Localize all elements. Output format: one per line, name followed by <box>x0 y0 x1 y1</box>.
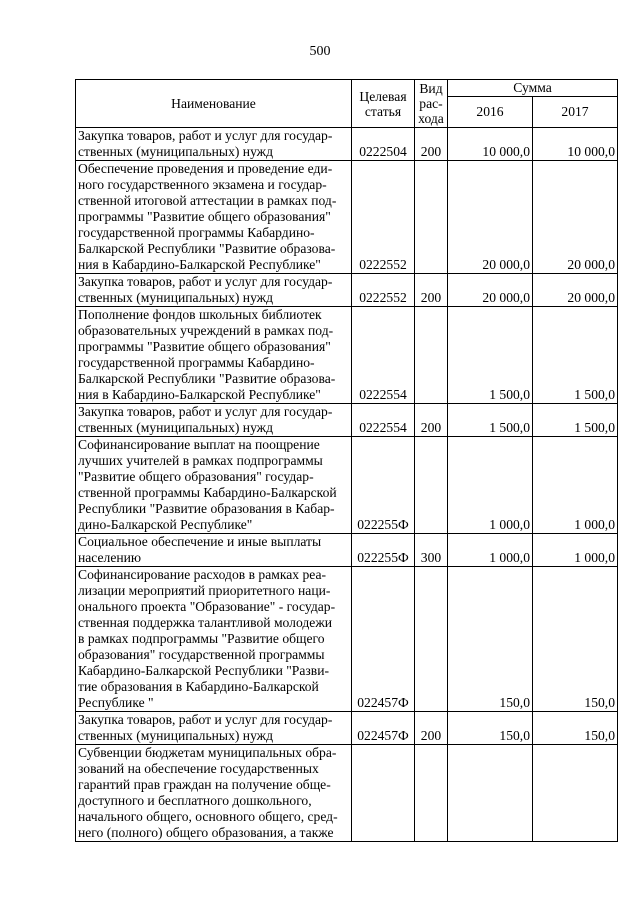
row-target-article: 022255Ф <box>352 534 415 567</box>
row-target-article <box>352 745 415 842</box>
row-name-line: Балкарской Республики "Развитие образова- <box>78 241 336 256</box>
row-name-line: государственной программы Кабардино- <box>78 225 315 240</box>
row-target-article: 022255Ф <box>352 437 415 534</box>
row-name-line: ственных (муниципальных) нужд <box>78 728 273 743</box>
row-sum-2017: 150,0 <box>533 712 618 745</box>
row-expense-type: 200 <box>415 712 448 745</box>
row-name-line: ственная поддержка талантливой молодежи <box>78 615 332 630</box>
header-name: Наименование <box>76 80 352 128</box>
table-row <box>76 567 618 712</box>
row-name-line: Балкарской Республики "Развитие образова- <box>78 371 336 386</box>
table-body <box>76 128 618 842</box>
row-name-line: дино-Балкарской Республике" <box>78 517 253 532</box>
row-name-line: населению <box>78 550 142 565</box>
row-name-line: Закупка товаров, работ и услуг для государ- <box>78 404 333 419</box>
row-expense-type <box>415 307 448 404</box>
row-name-line: Обеспечение проведения и проведение еди- <box>78 161 333 176</box>
header-type-line: хода <box>418 111 444 126</box>
header-target-line: статья <box>364 103 402 119</box>
row-sum-2016: 1 000,0 <box>448 534 533 567</box>
row-name-line: Кабардино-Балкарской Республики "Разви- <box>78 663 329 678</box>
row-name <box>76 712 352 745</box>
row-name-line: гарантий прав граждан на получение обще- <box>78 777 331 792</box>
table-row <box>76 437 618 534</box>
row-name-line: ственной программы Кабардино-Балкарской <box>78 485 337 500</box>
row-name-line: образования" государственной программы <box>78 647 325 662</box>
row-name-line: в рамках подпрограммы "Развитие общего <box>78 631 325 646</box>
row-target-article: 0222552 <box>352 161 415 274</box>
row-name-line: ственных (муниципальных) нужд <box>78 290 273 305</box>
row-name-line: Субвенции бюджетам муниципальных обра- <box>78 745 337 760</box>
row-name <box>76 307 352 404</box>
row-sum-2016: 1 000,0 <box>448 437 533 534</box>
table-row <box>76 128 618 161</box>
row-target-article: 0222554 <box>352 307 415 404</box>
table-row <box>76 307 618 404</box>
row-name-line: ния в Кабардино-Балкарской Республике" <box>78 257 321 272</box>
header-year-2016: 2016 <box>448 97 533 128</box>
row-sum-2016: 1 500,0 <box>448 404 533 437</box>
row-target-article: 022457Ф <box>352 567 415 712</box>
row-sum-2017: 1 500,0 <box>533 307 618 404</box>
row-expense-type: 200 <box>415 128 448 161</box>
row-name-line: онального проекта "Образование" - государ- <box>78 599 336 614</box>
row-name-line: государственной программы Кабардино- <box>78 355 315 370</box>
row-name-line: образовательных учреждений в рамках под- <box>78 323 334 338</box>
header-expense-type <box>415 80 448 128</box>
header-target-line: Целевая <box>359 88 407 104</box>
row-sum-2016: 10 000,0 <box>448 128 533 161</box>
row-expense-type <box>415 745 448 842</box>
header-type-line: Вид <box>419 81 443 96</box>
row-name-line: ственных (муниципальных) нужд <box>78 144 273 159</box>
table-row <box>76 404 618 437</box>
row-name-line: Закупка товаров, работ и услуг для государ- <box>78 274 333 289</box>
row-name-line: зований на обеспечение государственных <box>78 761 319 776</box>
row-name <box>76 161 352 274</box>
row-target-article: 0222554 <box>352 404 415 437</box>
row-name-line: ственных (муниципальных) нужд <box>78 420 273 435</box>
row-expense-type: 200 <box>415 404 448 437</box>
row-expense-type <box>415 437 448 534</box>
row-name-line: лучших учителей в рамках подпрограммы <box>78 453 323 468</box>
row-sum-2016: 150,0 <box>448 712 533 745</box>
row-name-line: программы "Развитие общего образования" <box>78 209 331 224</box>
table-row <box>76 745 618 842</box>
row-sum-2017: 1 000,0 <box>533 437 618 534</box>
row-name-line: Республики "Развитие образования в Кабар- <box>78 501 335 516</box>
row-name-line: Софинансирование выплат на поощрение <box>78 437 320 452</box>
row-name-line: Пополнение фондов школьных библиотек <box>78 307 322 322</box>
row-target-article: 0222504 <box>352 128 415 161</box>
table-row <box>76 534 618 567</box>
row-name <box>76 567 352 712</box>
row-expense-type <box>415 567 448 712</box>
table-row <box>76 161 618 274</box>
row-name-line: Закупка товаров, работ и услуг для государ- <box>78 128 333 143</box>
row-sum-2016: 150,0 <box>448 567 533 712</box>
row-name-line: Республике " <box>78 695 154 710</box>
row-target-article: 022457Ф <box>352 712 415 745</box>
row-name-line: ного государственного экзамена и государ- <box>78 177 327 192</box>
row-name-line: программы "Развитие общего образования" <box>78 339 331 354</box>
row-name-line: лизации мероприятий приоритетного наци- <box>78 583 331 598</box>
row-name <box>76 404 352 437</box>
row-name <box>76 437 352 534</box>
budget-table <box>75 79 618 842</box>
row-expense-type <box>415 161 448 274</box>
row-name-line: доступного и бесплатного дошкольного, <box>78 793 312 808</box>
header-target-article <box>352 80 415 128</box>
header-sum: Сумма <box>448 80 618 97</box>
header-type-line: рас- <box>419 96 443 111</box>
row-sum-2016: 20 000,0 <box>448 274 533 307</box>
row-expense-type: 200 <box>415 274 448 307</box>
row-name-line: начального общего, основного общего, сред- <box>78 809 338 824</box>
row-name-line: Софинансирование расходов в рамках реа- <box>78 567 327 582</box>
row-name <box>76 745 352 842</box>
row-sum-2017: 150,0 <box>533 567 618 712</box>
row-sum-2016: 1 500,0 <box>448 307 533 404</box>
row-name-line: Социальное обеспечение и иные выплаты <box>78 534 322 549</box>
row-name-line: "Развитие общего образования" государ- <box>78 469 314 484</box>
row-sum-2017: 20 000,0 <box>533 274 618 307</box>
row-sum-2017: 10 000,0 <box>533 128 618 161</box>
row-sum-2016 <box>448 745 533 842</box>
row-sum-2016: 20 000,0 <box>448 161 533 274</box>
row-sum-2017: 20 000,0 <box>533 161 618 274</box>
row-target-article: 0222552 <box>352 274 415 307</box>
table-row <box>76 712 618 745</box>
row-name-line: ния в Кабардино-Балкарской Республике" <box>78 387 321 402</box>
row-name <box>76 128 352 161</box>
row-sum-2017: 1 500,0 <box>533 404 618 437</box>
row-sum-2017: 1 000,0 <box>533 534 618 567</box>
row-sum-2017 <box>533 745 618 842</box>
table-header <box>76 80 618 128</box>
row-name-line: него (полного) общего образования, а также <box>78 825 334 840</box>
page-number: 500 <box>309 44 331 59</box>
table-row <box>76 274 618 307</box>
row-name-line: Закупка товаров, работ и услуг для государ- <box>78 712 333 727</box>
row-name-line: ственной итоговой аттестации в рамках под- <box>78 193 337 208</box>
row-expense-type: 300 <box>415 534 448 567</box>
row-name <box>76 274 352 307</box>
header-year-2017: 2017 <box>533 97 618 128</box>
row-name-line: тие образования в Кабардино-Балкарской <box>78 679 319 694</box>
row-name <box>76 534 352 567</box>
